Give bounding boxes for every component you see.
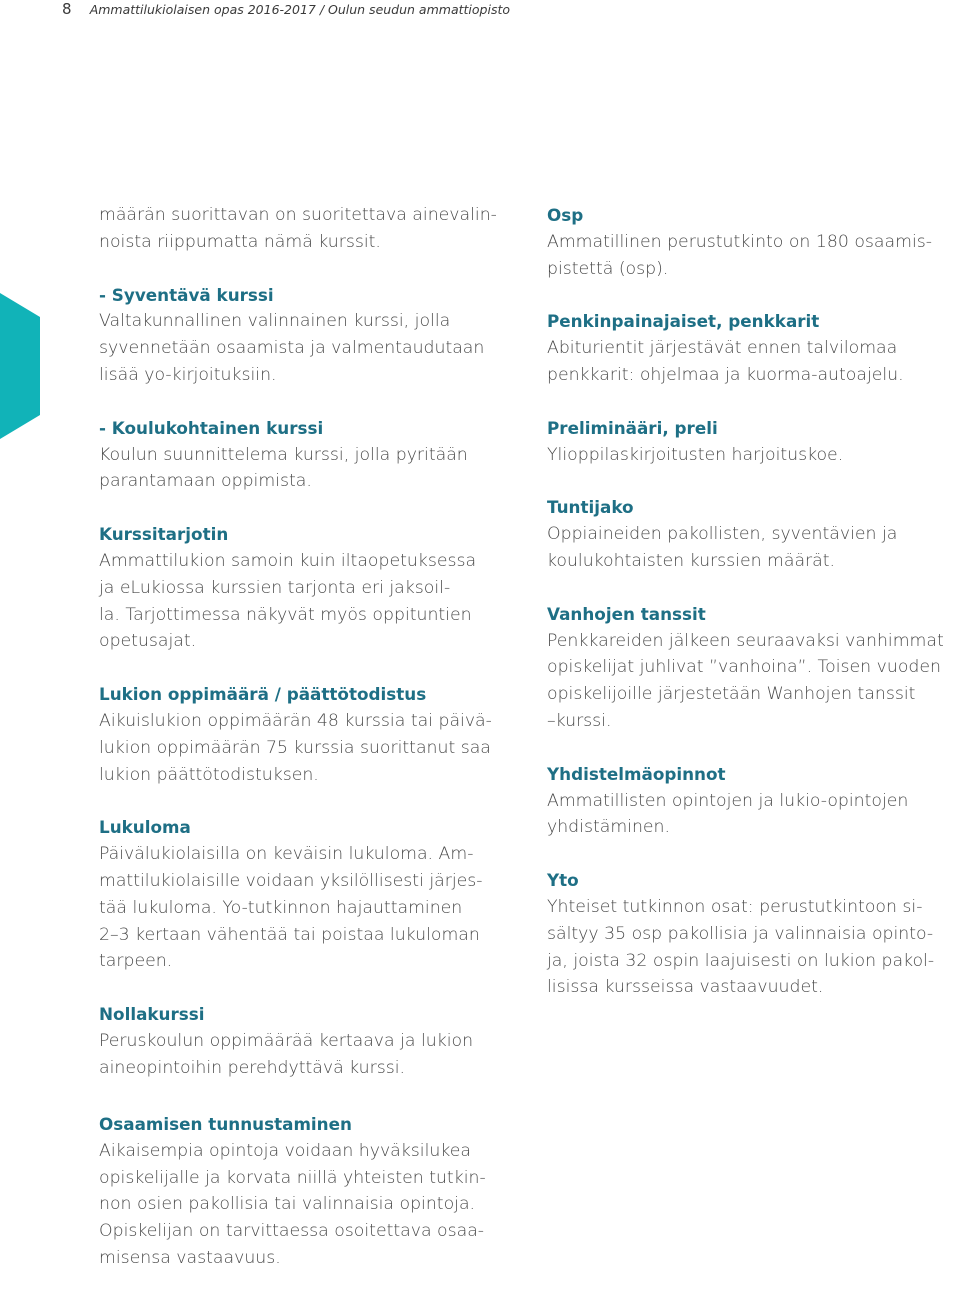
page-header <box>62 0 510 20</box>
definition-line: lisää yo-kirjoituksiin. <box>99 364 277 385</box>
running-title: Ammattilukiolaisen opas 2016-2017 / Oulun seudun ammattiopisto <box>89 2 510 17</box>
definition-line: Valtakunnallinen valinnainen kurssi, jolla <box>99 311 451 332</box>
glossary-entry <box>547 202 960 282</box>
definition-line: la. Tarjottimessa näkyvät myös oppituntien <box>99 604 472 625</box>
glossary-entry <box>99 282 519 389</box>
definition-line: –kurssi. <box>547 710 612 731</box>
glossary-term: Osp <box>547 205 584 225</box>
glossary-term: Penkinpainajaiset, penkkarit <box>547 311 820 332</box>
definition-line: opetusajat. <box>99 631 197 652</box>
right-column <box>547 202 960 1027</box>
glossary-entry <box>547 761 960 841</box>
definition-line: non osien pakollisia tai valinnaisia opintoja. <box>99 1194 476 1215</box>
section-tab-marker <box>0 293 40 439</box>
definition-line: ja eLukiossa kurssien tarjonta eri jaksoil- <box>99 577 451 598</box>
page-number: 8 <box>62 0 72 18</box>
glossary-entry <box>99 521 519 655</box>
glossary-term: Nollakurssi <box>99 1004 205 1025</box>
definition-line: Ylioppilaskirjoitusten harjoituskoe. <box>547 444 844 465</box>
glossary-term: Kurssitarjotin <box>99 524 229 545</box>
glossary-term: Vanhojen tanssit <box>547 603 706 624</box>
glossary-entry <box>547 867 960 1001</box>
intro-line: määrän suorittavan on suoritettava ainevalin- <box>99 205 497 225</box>
definition-line: Peruskoulun oppimäärää kertaava ja lukion <box>99 1030 474 1051</box>
definition-line: syvennetään osaamista ja valmentaudutaan <box>99 338 485 359</box>
definition-line: lukion oppimäärän 75 kurssia suorittanut saa <box>99 737 491 758</box>
definition-line: Aikaisempia opintoja voidaan hyväksilukea <box>99 1140 471 1161</box>
definition-line: Ammatillinen perustutkinto on 180 osaamis- <box>547 231 932 252</box>
definition-line: Ammattilukion samoin kuin iltaopetuksessa <box>99 550 477 571</box>
definition-line: opiskelijalle ja korvata niillä yhteisten tutkin- <box>99 1167 486 1188</box>
glossary-term: Yto <box>547 870 579 891</box>
glossary-entry <box>99 814 519 975</box>
glossary-term: Lukion oppimäärä / päättötodistus <box>99 684 427 705</box>
definition-line: Koulun suunnittelema kurssi, jolla pyritään <box>99 444 468 465</box>
glossary-entry <box>99 681 519 788</box>
glossary-term: - Koulukohtainen kurssi <box>99 417 324 438</box>
definition-line: ja, joista 32 ospin laajuisesti on lukion pakol- <box>547 950 935 971</box>
definition-line: Abiturientit järjestävät ennen talvilomaa <box>547 338 898 359</box>
glossary-entry <box>547 415 960 469</box>
definition-line: koulukohtaisten kurssien määrät. <box>547 550 836 571</box>
definition-line: opiskelijat juhlivat ”vanhoina”. Toisen vuoden <box>547 657 941 678</box>
definition-line: sältyy 35 osp pakollisia ja valinnaisia opinto- <box>547 923 934 944</box>
left-column <box>99 202 519 1108</box>
definition-line: 2–3 kertaan vähentää tai poistaa lukuloman <box>99 924 480 945</box>
definition-line: lisissa kursseissa vastaavuudet. <box>547 977 824 998</box>
definition-line: penkkarit: ohjelmaa ja kuorma-autoajelu. <box>547 364 904 385</box>
glossary-entry <box>99 415 519 495</box>
definition-line: tarpeen. <box>99 951 173 972</box>
glossary-term: - Syventävä kurssi <box>99 284 274 305</box>
glossary-entry <box>547 494 960 574</box>
glossary-term: Lukuloma <box>99 817 191 838</box>
glossary-term: Yhdistelmäopinnot <box>547 763 726 784</box>
definition-line: lukion päättötodistuksen. <box>99 764 319 785</box>
definition-line: Opiskelijan on tarvittaessa osoitettava osaa- <box>99 1221 485 1242</box>
definition-line: Aikuislukion oppimäärän 48 kurssia tai päivä- <box>99 710 492 731</box>
glossary-term: Preliminääri, preli <box>547 417 718 438</box>
definition-line: parantamaan oppimista. <box>99 471 312 492</box>
definition-line: Penkkareiden jälkeen seuraavaksi vanhimmat <box>547 630 944 651</box>
glossary-entry <box>99 1001 519 1081</box>
intro-line: noista riippumatta nämä kurssit. <box>99 231 381 252</box>
glossary-entry <box>547 601 960 735</box>
definition-line: Yhteiset tutkinnon osat: perustutkintoon si- <box>547 896 923 917</box>
definition-line: pistettä (osp). <box>547 258 669 279</box>
definition-line: misensa vastaavuus. <box>99 1247 281 1268</box>
definition-line: aineopintoihin perehdyttävä kurssi. <box>99 1057 406 1078</box>
definition-line: Ammatillisten opintojen ja lukio-opintojen <box>547 790 909 811</box>
definition-line: opiskelijoille järjestetään Wanhojen tanssit <box>547 684 916 705</box>
definition-line: yhdistäminen. <box>547 817 670 838</box>
definition-line: tää lukuloma. Yo-tutkinnon hajauttaminen <box>99 897 463 918</box>
bottom-section <box>99 1111 519 1298</box>
glossary-entry <box>547 308 960 388</box>
definition-line: mattilukiolaisille voidaan yksilöllisesti järjes- <box>99 870 483 891</box>
definition-line: Oppiaineiden pakollisten, syventävien ja <box>547 524 898 545</box>
definition-line: Päivälukiolaisilla on keväisin lukuloma. Am- <box>99 844 474 865</box>
intro-text <box>99 202 519 256</box>
glossary-entry <box>99 1111 519 1272</box>
glossary-term: Tuntijako <box>547 497 634 518</box>
glossary-term: Osaamisen tunnustaminen <box>99 1114 352 1134</box>
